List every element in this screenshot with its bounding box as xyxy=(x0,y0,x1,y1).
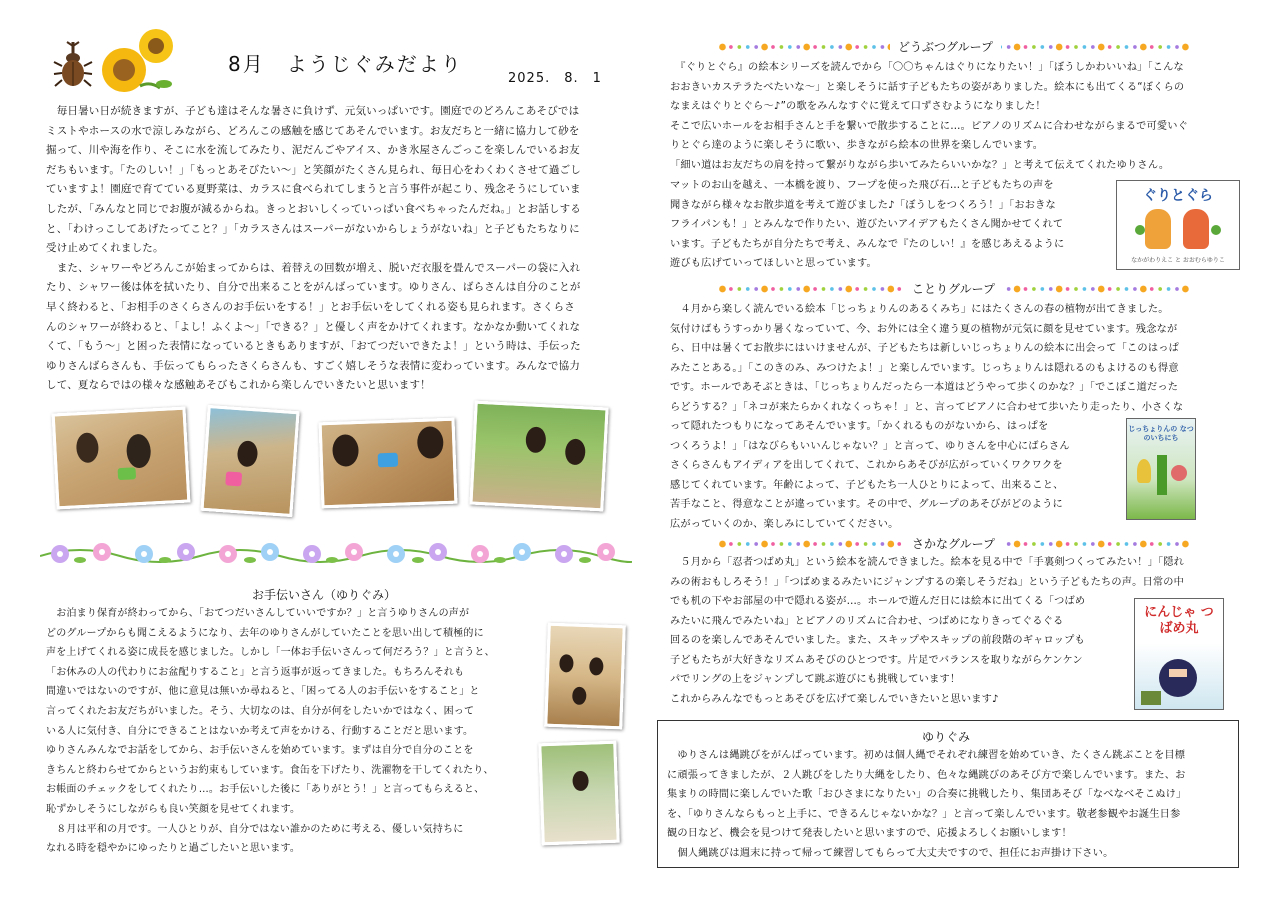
text-line: また、シャワーやどろんこが始まってからは、着替えの回数が増え、脱いだ衣服を畳んでスーパーの袋に入れ xyxy=(46,261,581,274)
divider-dot xyxy=(754,542,758,546)
text-line: ら、日中は暑くてお散歩にはいけませんが、子どもたちは新しいじっちょりんの絵本に出会って「このはっぱ xyxy=(670,343,1179,355)
text-line: でも机の下やお部屋の中で隠れる姿が…。ホールで遊んだ日には絵本に出てくる「つばめ xyxy=(670,596,1086,607)
doubutsu-text xyxy=(670,58,1238,176)
divider-dot xyxy=(1158,287,1162,291)
text-line: ５月から「忍者つばめ丸」という絵本を読んできました。絵本を見る中で「手裏剣つくってみたい！」「隠れ xyxy=(670,557,1185,568)
divider-dot xyxy=(1014,44,1021,51)
divider-dot xyxy=(738,45,742,49)
divider-dot xyxy=(1150,542,1154,546)
text-line: マットのお山を越え、一本橋を渡り、フープを使った飛び石…と子どもたちの声を xyxy=(670,180,1054,191)
divider-dot xyxy=(761,44,768,51)
divider-dot xyxy=(1041,45,1045,49)
text-line: さくらさんもアイディアを出してくれて、これからあそびが広がっていくワクワクを xyxy=(670,460,1063,472)
divider-dot xyxy=(719,44,726,51)
text-line: お帳面のチェックをしてくれたり…。お手伝いした後に「ありがとう！」と言ってもらえると、 xyxy=(46,784,485,796)
divider-dot xyxy=(746,45,750,49)
text-line: 回るのを楽しんであそんでいました。また、スキップやスキップの前段階のギャロップも xyxy=(670,635,1085,647)
divider-dot xyxy=(1041,287,1045,291)
divider-dot xyxy=(872,287,876,291)
divider-dot xyxy=(1041,542,1045,546)
text-line: を、「ゆりさんならもっと上手に、できるんじゃないかな？」と言って楽しんでいます。敬老参観やお誕生日参 xyxy=(667,808,1181,820)
divider-dot xyxy=(719,541,726,548)
divider-dot xyxy=(881,542,885,546)
text-line: そこで広いホールをお相手さんと手を繋いで散歩することに…。ピアノのリズムに合わせながらまるで可愛いぐ xyxy=(670,120,1189,132)
beetle-icon xyxy=(52,40,94,88)
divider-dot xyxy=(746,287,750,291)
issue-date: 2025. 8. 1 xyxy=(508,71,602,86)
divider-dot xyxy=(1133,287,1137,291)
text-line: 苦手なこと、得意なことが違っています。その中で、グループのあそびがどのように xyxy=(670,499,1063,511)
text-line: 毎日暑い日が続きますが、子ども達はそんな暑さに負けず、元気いっぱいです。園庭でのどろんこあそびでは xyxy=(46,105,580,117)
text-line: いる人に気付き、自分にできることはないか考えて声をかける、行動することだと思います。 xyxy=(46,725,474,737)
text-line: これからみんなでもっとあそびを広げて楽しんでいきたいと思います♪ xyxy=(670,693,999,705)
divider-dot xyxy=(881,45,885,49)
text-line: 間違いではないのですが、他に意見は無いか尋ねると、「困ってる人のお手伝いをすること」と xyxy=(46,686,480,698)
divider-dot xyxy=(845,286,852,293)
divider-dot xyxy=(839,287,843,291)
text-line: みたことある。」「このきのみ、みつけたよ！」と楽しんでいます。じっちょりんは隠れるのもよけるのも得意 xyxy=(670,362,1179,374)
text-line: だちもいます。「たのしい！」「もっとあそびたい～」と笑顔がたくさん見られ、毎日心をわくわくさせて過ごし xyxy=(46,163,581,176)
divider-dot xyxy=(761,286,768,293)
text-line: 聞きながら様々なお散歩道を考えて遊びました♪「ぼうしをつくろう！」「おおきな xyxy=(670,199,1056,211)
text-line: なまえはぐりとぐら～♪”の歌をみんなすぐに覚えて口ずさむようになりました！ xyxy=(670,101,1046,113)
text-line: したが、「みんなと同じでお腹が減るからね。きっとおいしくっていっぱい食べちゃったんだね。」とお話しする xyxy=(46,202,581,215)
divider-dot xyxy=(1066,542,1070,546)
text-line: きちんと終わらせてからというお約束もしています。食缶を下げたり、洗濯物を干してくれたり、 xyxy=(46,764,494,776)
text-line: フライパンも！」とみんなで作りたい、遊びたいアイデアもたくさん聞かせてくれて xyxy=(670,219,1064,231)
text-line: りとぐら達のように楽しそうに歌い、歩きながら絵本の世界を楽しんでいます。 xyxy=(670,140,1044,152)
divider-dot xyxy=(1014,286,1021,293)
kotori-side-text xyxy=(670,417,1120,535)
text-line: どのグループからも聞こえるようになり、去年のゆりさんがしていたことを思い出して積極的に xyxy=(46,627,484,639)
sakana-side-text xyxy=(670,592,1128,710)
divider-dot xyxy=(830,542,834,546)
photo-laundry xyxy=(538,741,620,846)
morning-glory-border xyxy=(40,536,632,570)
text-line: 早く終わると、「お相手のさくらさんのお手伝いをする！」とお手伝いをしてくれる姿も見られます。さくらさ xyxy=(46,300,575,313)
divider-dot xyxy=(1007,45,1011,49)
divider-dot xyxy=(1108,542,1112,546)
divider-dot xyxy=(1125,45,1129,49)
text-line: 「お休みの人の代わりにお盆配りすること」と言う返事が返ってきました。もちろんそれも xyxy=(46,666,465,678)
divider-dot xyxy=(796,542,800,546)
divider-dot xyxy=(845,44,852,51)
text-line: なれる時を穏やかにゆったりと過ごしたいと思います。 xyxy=(46,843,301,855)
text-line: 子どもたちが大好きなリズムあそびのひとつです。片足でバランスを取りながらケンケン xyxy=(670,654,1083,666)
divider-dot xyxy=(822,45,826,49)
divider-dot xyxy=(803,541,810,548)
divider-dot xyxy=(822,287,826,291)
divider-dot xyxy=(803,44,810,51)
text-line: ４月から楽しく読んでいる絵本「じっちょりんのあるくみち」にはたくさんの春の植物が出てきました。 xyxy=(670,304,1169,315)
divider-dot xyxy=(780,45,784,49)
divider-dot xyxy=(1158,45,1162,49)
divider-dot xyxy=(1116,287,1120,291)
text-line: 「細い道はお友だちの肩を持って繋がりながら歩いてみたらいいかな？」と考えて伝えてくれたゆりさん。 xyxy=(670,159,1170,171)
divider-dot xyxy=(1175,287,1179,291)
divider-dot xyxy=(1066,287,1070,291)
divider-dot xyxy=(813,542,817,546)
divider-dot xyxy=(888,286,895,293)
divider-dot xyxy=(1056,541,1063,548)
divider-dot xyxy=(1133,45,1137,49)
divider-dot xyxy=(771,542,775,546)
text-line: ていますよ！園庭で育てている夏野菜は、カラスに食べられてしまうと言う事件が起こり、残念そうにしていま xyxy=(46,183,581,196)
text-line: みたいに飛んでみたいね」とピアノのリズムに合わせ、つばめになりきってぐるぐる xyxy=(670,615,1064,627)
divider-dot xyxy=(1049,287,1053,291)
book-cover-guri-gura xyxy=(1116,180,1240,270)
divider-dot xyxy=(719,286,726,293)
divider-dot xyxy=(1091,45,1095,49)
photo-sandbox-2 xyxy=(200,405,299,517)
divider-dot xyxy=(1007,542,1011,546)
text-line: ミストやホースの水で涼しみながら、どろんこの感触を感じてあそんでいます。お友だちと一緒に協力して砂を xyxy=(46,124,580,137)
divider-dot xyxy=(1167,287,1171,291)
divider-dot xyxy=(830,287,834,291)
photo-garden xyxy=(469,401,608,512)
divider-dot xyxy=(1125,542,1129,546)
divider-dot xyxy=(1091,287,1095,291)
text-line: 広がっていくのか、楽しみにしていてください。 xyxy=(670,518,899,530)
text-line: ８月は平和の月です。一人ひとりが、自分ではない誰かのために考える、優しい気持ちに xyxy=(46,823,464,835)
text-line: たり、シャワー後は体を拭いたり、自分で出来ることをがんばっています。ゆりさん、ばらさんは自分のことが xyxy=(46,281,581,294)
text-line: みの術おもしろそう！」「つばめまるみたいにジャンプするの楽しそうだね」という子どもたちの声。日常の中 xyxy=(670,576,1185,588)
divider-dot xyxy=(864,287,868,291)
divider-dot xyxy=(1024,287,1028,291)
page-title: 8月 ようじぐみだより xyxy=(228,52,463,76)
divider-dot xyxy=(771,287,775,291)
sakana-text xyxy=(670,553,1238,592)
divider-dot xyxy=(813,287,817,291)
text-line: と、「わけっこしてあげたってこと？」「カラスさんはスーパーがないからしょうがないね」と子どもたちなりに xyxy=(46,222,580,235)
divider-dot xyxy=(855,287,859,291)
divider-dot xyxy=(1098,44,1105,51)
divider-dot xyxy=(738,287,742,291)
text-line: つくろうよ！」「はなびらもいいんじゃない？」と言って、ゆりさんを中心にばらさん xyxy=(670,440,1070,452)
divider-dot xyxy=(754,287,758,291)
divider-dot xyxy=(1032,287,1036,291)
divider-dot xyxy=(897,542,901,546)
divider-dot xyxy=(1167,45,1171,49)
text-line: 言ってくれたお友だちがいました。そう、大切なのは、自分が何をしたいかではなく、困って xyxy=(46,705,475,717)
text-line: お泊まり保育が終わってから、「おてつだいさんしていいですか？」と言うゆりさんの声が xyxy=(46,608,470,619)
text-line: んのシャワーが終わると、「よし！ふくよ～」「できる？」と優しく声をかけてくれます。なかなか動いてくれな xyxy=(46,320,581,333)
photo-stairs xyxy=(544,623,626,730)
divider-dot xyxy=(888,541,895,548)
divider-dot xyxy=(1140,541,1147,548)
divider-dot xyxy=(1158,542,1162,546)
divider-dot xyxy=(830,45,834,49)
divider-dot xyxy=(1024,45,1028,49)
divider-dot xyxy=(822,542,826,546)
divider-dot xyxy=(1175,542,1179,546)
divider-dot xyxy=(1024,542,1028,546)
divider-dot xyxy=(1182,44,1189,51)
divider-dot xyxy=(1049,45,1053,49)
divider-dot xyxy=(1074,287,1078,291)
divider-dot xyxy=(1049,542,1053,546)
divider-dot xyxy=(1014,541,1021,548)
divider-dot xyxy=(839,542,843,546)
divider-dot xyxy=(839,45,843,49)
divider-dot xyxy=(738,542,742,546)
divider-dot xyxy=(729,542,733,546)
otetsudai-title: お手伝いさん（ゆりぐみ） xyxy=(252,588,397,602)
divider-dot xyxy=(796,45,800,49)
text-line: おおきいカステラたべたいな～」と楽しそうに話す子どもたちの姿がありました。絵本にも出てくる“ぼくらの xyxy=(670,81,1185,93)
divider-dot xyxy=(1083,542,1087,546)
divider-dot xyxy=(1116,45,1120,49)
divider-dot xyxy=(1007,287,1011,291)
divider-dot xyxy=(803,286,810,293)
text-line: ゆりさんは縄跳びをがんばっています。初めは個人縄でそれぞれ練習を始めていき、たくさん跳ぶことを目標 xyxy=(667,750,1186,761)
text-line: 声を上げてくれる姿に成長を感じました。しかし「一体お手伝いさんって何だろう？」と言うと、 xyxy=(46,647,495,659)
text-line: です。ホールであそぶときは、「じっちょりんだったら一本道はどうやって歩くのかな？」「でこぼこ道だった xyxy=(670,382,1179,394)
divider-dot xyxy=(1150,287,1154,291)
text-line: って隠れたつもりになってあそんでいます。「かくれるものがないから、はっぱを xyxy=(670,421,1049,432)
divider-dot xyxy=(1083,287,1087,291)
divider-dot xyxy=(1140,286,1147,293)
divider-dot xyxy=(1167,542,1171,546)
text-line: ゆりさんみんなでお話をしてから、お手伝いさんを始めています。まずは自分で自分のことを xyxy=(46,745,474,757)
photo-sandbox-3 xyxy=(319,418,458,509)
text-line: パでリングの上をジャンプして跳ぶ遊びにも挑戦しています！ xyxy=(670,674,961,686)
otetsudai-text xyxy=(46,604,542,859)
divider-dot xyxy=(1074,45,1078,49)
yurigumi-title: ゆりぐみ xyxy=(922,730,971,744)
text-line: 遊びも広げていってほしいと思っています。 xyxy=(670,258,877,270)
intro-text xyxy=(46,102,622,396)
text-line: 恥ずかしそうにしながらも良い笑顔を見せてくれます。 xyxy=(46,803,301,815)
book-cover-jitchorin xyxy=(1126,418,1196,520)
divider-dot xyxy=(864,45,868,49)
divider-dot xyxy=(771,45,775,49)
divider-dot xyxy=(754,45,758,49)
divider-dot xyxy=(1056,286,1063,293)
book-author: なかがわりえこ と おおむらゆりこ xyxy=(1131,257,1225,264)
divider-dot xyxy=(1066,45,1070,49)
divider-dot xyxy=(788,45,792,49)
divider-dot xyxy=(1133,542,1137,546)
text-line: くて、「もう～」と困った表情になっているときもありますが、「おてつだいできたよ！」という時は、手伝った xyxy=(46,340,581,353)
divider-dot xyxy=(1125,287,1129,291)
book-title: じっちょりんの なつのいちにち xyxy=(1128,425,1194,442)
text-line: います。子どもたちが自分たちで考え、みんなで『たのしい！』を感じあえるように xyxy=(670,238,1065,250)
divider-dot xyxy=(897,287,901,291)
divider-dot xyxy=(1098,541,1105,548)
divider-dot xyxy=(780,287,784,291)
divider-dot xyxy=(1074,542,1078,546)
divider-dot xyxy=(1182,541,1189,548)
doubutsu-side-text xyxy=(670,176,1110,274)
book-title: にんじゃ つばめ丸 xyxy=(1144,605,1214,636)
divider-dot xyxy=(864,542,868,546)
divider-dot xyxy=(845,541,852,548)
divider-dot xyxy=(1140,44,1147,51)
text-line: 受け止めてくれました。 xyxy=(46,242,164,255)
sakana-title: さかなグループ xyxy=(904,535,1003,552)
text-line: 気付けばもうすっかり暑くなっていて、今、お外には全く違う夏の植物が元気に顔を見せています。残念なが xyxy=(670,323,1178,335)
divider-dot xyxy=(1032,542,1036,546)
divider-dot xyxy=(855,45,859,49)
divider-dot xyxy=(788,287,792,291)
divider-dot xyxy=(881,287,885,291)
divider-dot xyxy=(872,542,876,546)
yurigumi-text xyxy=(667,746,1233,864)
kotori-text xyxy=(670,300,1238,418)
divider-dot xyxy=(1182,286,1189,293)
photo-sandbox-1 xyxy=(52,407,191,510)
text-line: 個人縄跳びは週末に持って帰って練習してもらって大丈夫ですので、担任にお声掛け下さい。 xyxy=(667,847,1114,859)
book-title: ぐりとぐら xyxy=(1143,188,1213,204)
divider-dot xyxy=(1108,287,1112,291)
divider-dot xyxy=(1108,45,1112,49)
kotori-title: ことりグループ xyxy=(904,280,1003,297)
divider-dot xyxy=(872,45,876,49)
book-cover-tsubamemaru xyxy=(1134,598,1224,710)
divider-dot xyxy=(1083,45,1087,49)
divider-dot xyxy=(1098,286,1105,293)
text-line: 『ぐりとぐら』の絵本シリーズを読んでから「〇〇ちゃんはぐりになりたい！」「ぼうしかわいいね」「こんな xyxy=(670,62,1184,73)
divider-dot xyxy=(1091,542,1095,546)
divider-dot xyxy=(729,287,733,291)
text-line: に頑張ってきましたが、２人跳びをしたり大縄をしたり、色々な縄跳びのあそび方で楽しんでいます。また、お xyxy=(667,769,1186,781)
divider-dot xyxy=(761,541,768,548)
text-line: 集まりの時間に楽しんでいた歌「おひさまになりたい」の合奏に挑戦したり、集団あそび「なべなべそこぬけ」 xyxy=(667,789,1187,801)
doubutsu-title: どうぶつグループ xyxy=(890,38,1001,55)
divider-dot xyxy=(729,45,733,49)
divider-dot xyxy=(796,287,800,291)
divider-dot xyxy=(746,542,750,546)
text-line: 掘って、川や海を作り、そこに水を流してみたり、泥だんごやアイス、かき氷屋さんごっこを楽しんでいるお友 xyxy=(46,144,580,157)
divider-dot xyxy=(1032,45,1036,49)
divider-dot xyxy=(855,542,859,546)
divider-dot xyxy=(788,542,792,546)
divider-dot xyxy=(1056,44,1063,51)
divider-dot xyxy=(780,542,784,546)
text-line: 観の日など、機会を見つけて発表したいと思いますので、応援よろしくお願いします！ xyxy=(667,828,1072,840)
text-line: して、夏ならではの様々な感触あそびもこれから楽しんでいきたいと思います！ xyxy=(46,379,431,392)
text-line: 感じてくれています。年齢によって、子どもたち一人ひとりによって、出来ること、 xyxy=(670,479,1064,491)
divider-dot xyxy=(813,45,817,49)
text-line: らどうする？」「ネコが来たらかくれなくっちゃ！」と、言ってピアノに合わせて歩いたり走ったり、小さくな xyxy=(670,401,1184,413)
divider-dot xyxy=(1116,542,1120,546)
divider-dot xyxy=(1175,45,1179,49)
divider-dot xyxy=(1150,45,1154,49)
text-line: ゆりさんばらさんも、手伝ってもらったさくらさんも、すごく嬉しそうな表情に変わっています。みんなで協力 xyxy=(46,359,581,372)
sunflower-icon xyxy=(100,26,180,96)
